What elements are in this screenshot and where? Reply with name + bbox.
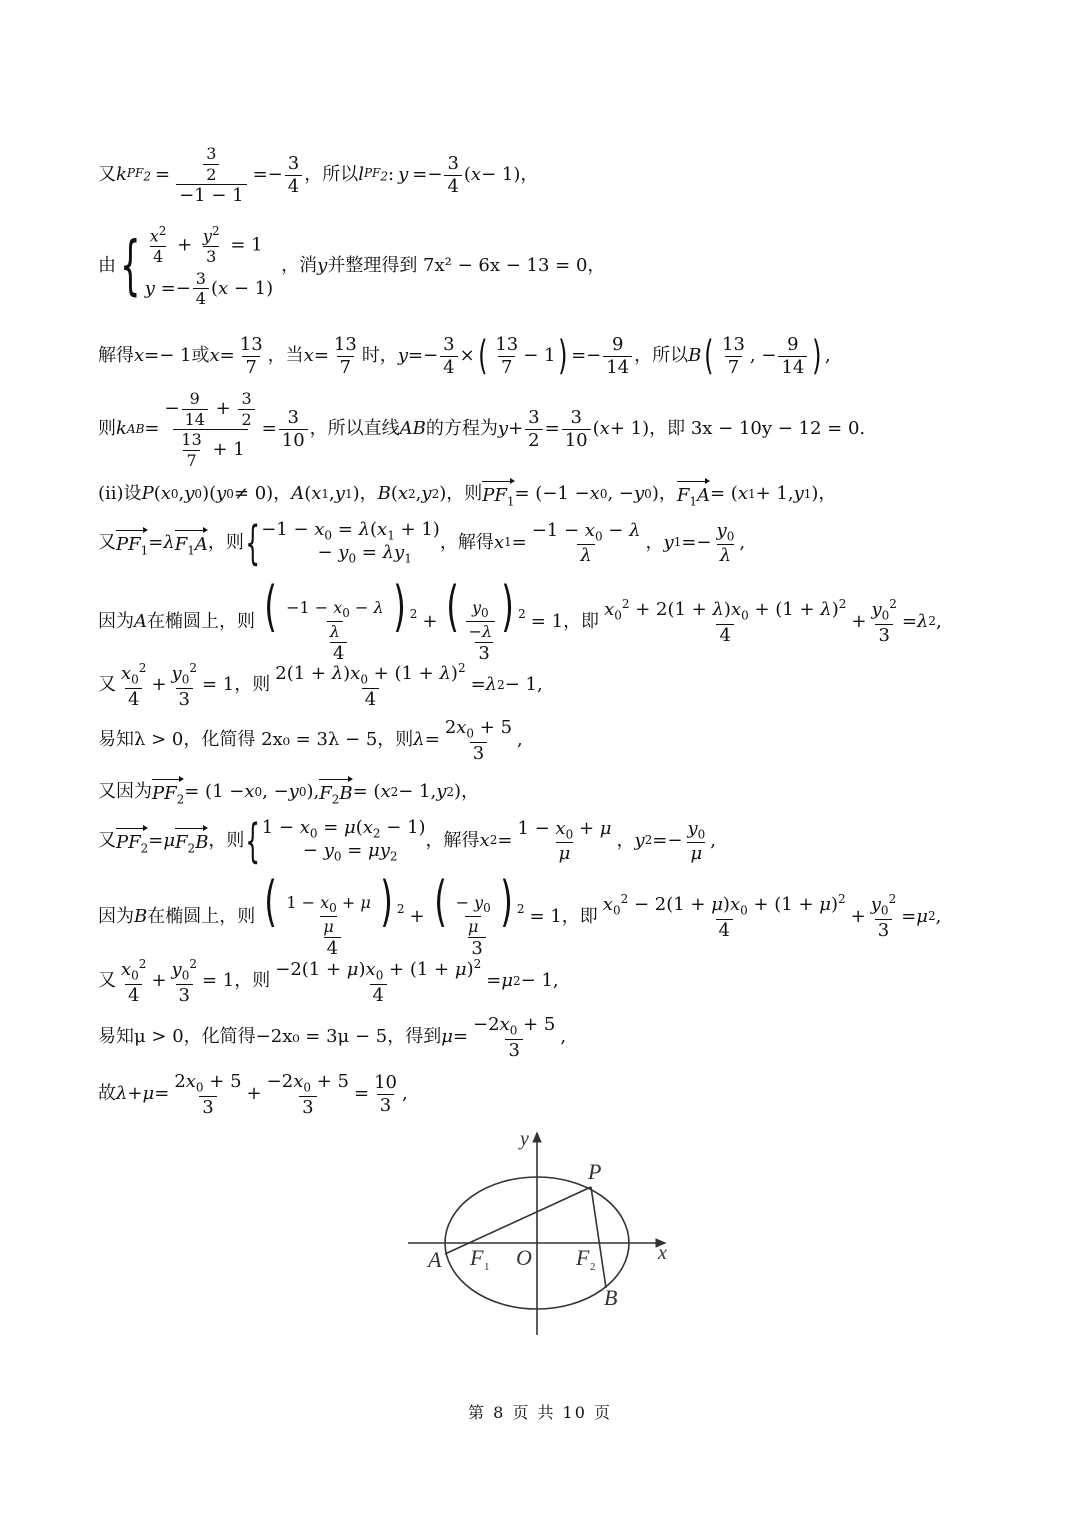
label-f1-subscript: 1 [484, 1261, 490, 1273]
text-you: 又 [98, 164, 116, 186]
label-o: O [516, 1245, 532, 1270]
text-line: ，所以直线 [309, 418, 400, 440]
text-solve3: ，解得 [425, 830, 480, 852]
text-ie2: ，即 [561, 905, 598, 927]
page-footer: 第 8 页 共 10 页 [468, 1403, 612, 1422]
text-again: 又 [98, 532, 116, 554]
line-lambda-result: 易知λ > 0，化简得 2x₀ = 3λ − 5，则 λ = $\frac{2x_0 + 5}{3}$ , [98, 717, 523, 764]
label-y: y [520, 1128, 529, 1150]
line-slope-ab: 则 k AB = − $\frac{9}{14}$ + $\frac{3}{2}$ $\frac{13}{7}$ + 1 = $\frac{3}{10}$ ，所以直线 AB 的方程为 y + $\frac{3}{2}$ = $\frac{3}{10}$ ( x + 1) ，即 3x − 10y − 12 = 0. [98, 389, 866, 470]
text-because3: 因为 [98, 905, 134, 927]
text-then5: ，则 [234, 970, 271, 992]
label-f1: F [470, 1245, 484, 1270]
text-part-ii: (ii)设 [98, 483, 142, 505]
text-you2: 由 [98, 255, 116, 276]
text-then3: ，则 [234, 674, 271, 696]
text-on-ellipse2: 在椭圆上，则 [147, 905, 256, 927]
segment-ap [445, 1187, 591, 1254]
line-mu-simplify: 又 $\frac{x_0^2}{4}$ + $\frac{y_0^2}{3}$ = 1 ，则 $\frac{-2(1 + \mu)x_0 + (1 + \mu)^2}{4}$ = μ 2 − 1, [98, 957, 559, 1006]
line-slope-pf2: 又 k $PF_2$ = $\frac{\frac{3}{2}}{-1 - 1}$ =− $\frac{3}{4}$ ，所以 l $PF_2$ : y =− $\frac{3}{4}$ ( x − 1)， [98, 144, 539, 207]
line-mu-result: 易知μ > 0，化简得−2x₀ = 3μ − 5，得到 μ = $\frac{-2x_0 + 5}{3}$ , [98, 1014, 567, 1061]
text-again4: 又 [98, 970, 116, 992]
text-when: ，当 [267, 344, 304, 366]
ellipse-figure [400, 1125, 690, 1345]
text-on-ellipse: 在椭圆上，则 [147, 610, 255, 632]
label-b: B [604, 1285, 618, 1310]
text-so2: ，所以 [634, 344, 689, 366]
text-equation: 的方程为 [425, 418, 498, 440]
text-or: 或 [191, 344, 210, 366]
line-pf2-vector: 又因为 $PF_2$ = (1 − x 0 , − y 0 ), $F_2B$ = ( x 2 − 1, y 2 )， [98, 778, 479, 807]
text-solve: 解得 [98, 344, 134, 366]
fraction: $\frac{3}{4}$ [285, 154, 302, 197]
text-equation-result: 并整理得到 7x² − 6x − 13 = 0， [327, 255, 606, 276]
text-so: ，所以 [304, 164, 359, 186]
line-a-on-ellipse: 因为 A 在椭圆上，则 ( $\frac{-1 - x_0 - \lambda}{\lambda}$ ) $^2$ 4 + ( $\frac{y_0}{-\lambda}$ ) $^2$ 3 = 1 ，即 $\frac{x_0^2 + 2(1 + \lambda)x_0 + (1 + \lambda)^2}{4}$ + $\frac{y_0^2}{3}$ = λ 2 , [98, 575, 942, 664]
line-lambda-simplify: 又 $\frac{x_0^2}{4}$ + $\frac{y_0^2}{3}$ = 1 ，则 $\frac{2(1 + \lambda)x_0 + (1 + \lambda)^2}{4}$ = λ 2 − 1, [98, 661, 543, 710]
text-mu-simplified: 易知μ > 0，化简得−2x₀ = 3μ − 5，得到 [98, 1026, 442, 1048]
line-system-1: 由 { $\frac{x^2}{4}$ + $\frac{y^2}{3}$ = 1 y =− $\frac{3}{4}$ (x − 1) ，消 y 并整理得到 7x² − 6x − 13 = 0， [98, 224, 606, 309]
label-x: x [658, 1242, 667, 1264]
line-lambda-vector: 又 $PF_1$ = λ $F_1A$ ，则 { $-1 - x_0 = \lambda(x_1 + 1)$ − $y_0 = \lambda y_1$ ，解得 x 1 = $\frac{-1 - x_0 - \lambda}{\lambda}$ ， y 1 =− $\frac{y_0}{\lambda}$ , [98, 516, 746, 571]
text-again3: 又 [98, 830, 116, 852]
label-f2: F [576, 1245, 590, 1270]
text-solve2: ，解得 [439, 532, 494, 554]
fraction: $\frac{\frac{3}{2}}{-1 - 1}$ [176, 145, 247, 206]
text-because: 因为 [98, 610, 134, 632]
text-lambda-simplified: 易知λ > 0，化简得 2x₀ = 3λ − 5，则 [98, 729, 414, 751]
text-because2: 又因为 [98, 781, 152, 803]
label-f2-subscript: 2 [590, 1261, 596, 1273]
line-conclusion: 故 λ + μ = $\frac{2x_0 + 5}{3}$ + $\frac{-2x_0 + 5}{3}$ = $\frac{10}{3}$ , [98, 1071, 408, 1118]
label-a: A [428, 1247, 442, 1272]
line-solve-b: 解得 x =− 1 或 x = $\frac{13}{7}$ ，当 x = $\frac{13}{7}$ 时， y =− $\frac{3}{4}$ × ( $\frac{13}{7}$ − 1 ) =− $\frac{9}{14}$ ，所以 B ( $\frac{13}{7}$ , − $\frac{9}{14}$ ) , [98, 333, 831, 380]
label-p: P [588, 1159, 602, 1184]
text-again2: 又 [98, 674, 116, 696]
fraction: $\frac{3}{4}$ [444, 154, 461, 197]
line-b-on-ellipse: 因为 B 在椭圆上，则 ( $\frac{1 - x_0 + \mu}{\mu}$ ) $^2$ 4 + ( $\frac{- y_0}{\mu}$ ) $^2$ 3 = 1 ，即 $\frac{x_0^2 - 2(1 + \mu)x_0 + (1 + \mu)^2}{4}$ + $\frac{y_0^2}{3}$ = μ 2 , [98, 870, 942, 959]
text-eliminate: ，消 [281, 255, 318, 276]
text-line-equation: ，即 3x − 10y − 12 = 0. [649, 418, 866, 440]
text-time: 时， [361, 344, 398, 366]
line-setup-ii: (ii)设 P ( x 0 , y 0 )( y 0 ≠ 0)， A ( x 1 , y 1 )， B ( x 2 , y 2 )，则 $PF_1$ = (−1 − x 0 , − y 0 )， $F_1A$ = ( x 1 + 1, y 1 )， [98, 480, 836, 509]
text-therefore: 故 [98, 1083, 116, 1105]
text-then4: ，则 [208, 830, 245, 852]
text-ie: ，即 [563, 610, 600, 632]
text-then2: ，则 [207, 532, 244, 554]
text-then: 则 [98, 418, 116, 440]
line-mu-vector: 又 $PF_2$ = μ $F_2B$ ，则 { $1 - x_0 = \mu(x_2 - 1)$ − $y_0 = \mu y_2$ ，解得 x 2 = $\frac{1 - x_0 + \mu}{\mu}$ ， y 2 =− $\frac{y_0}{\mu}$ , [98, 814, 716, 869]
